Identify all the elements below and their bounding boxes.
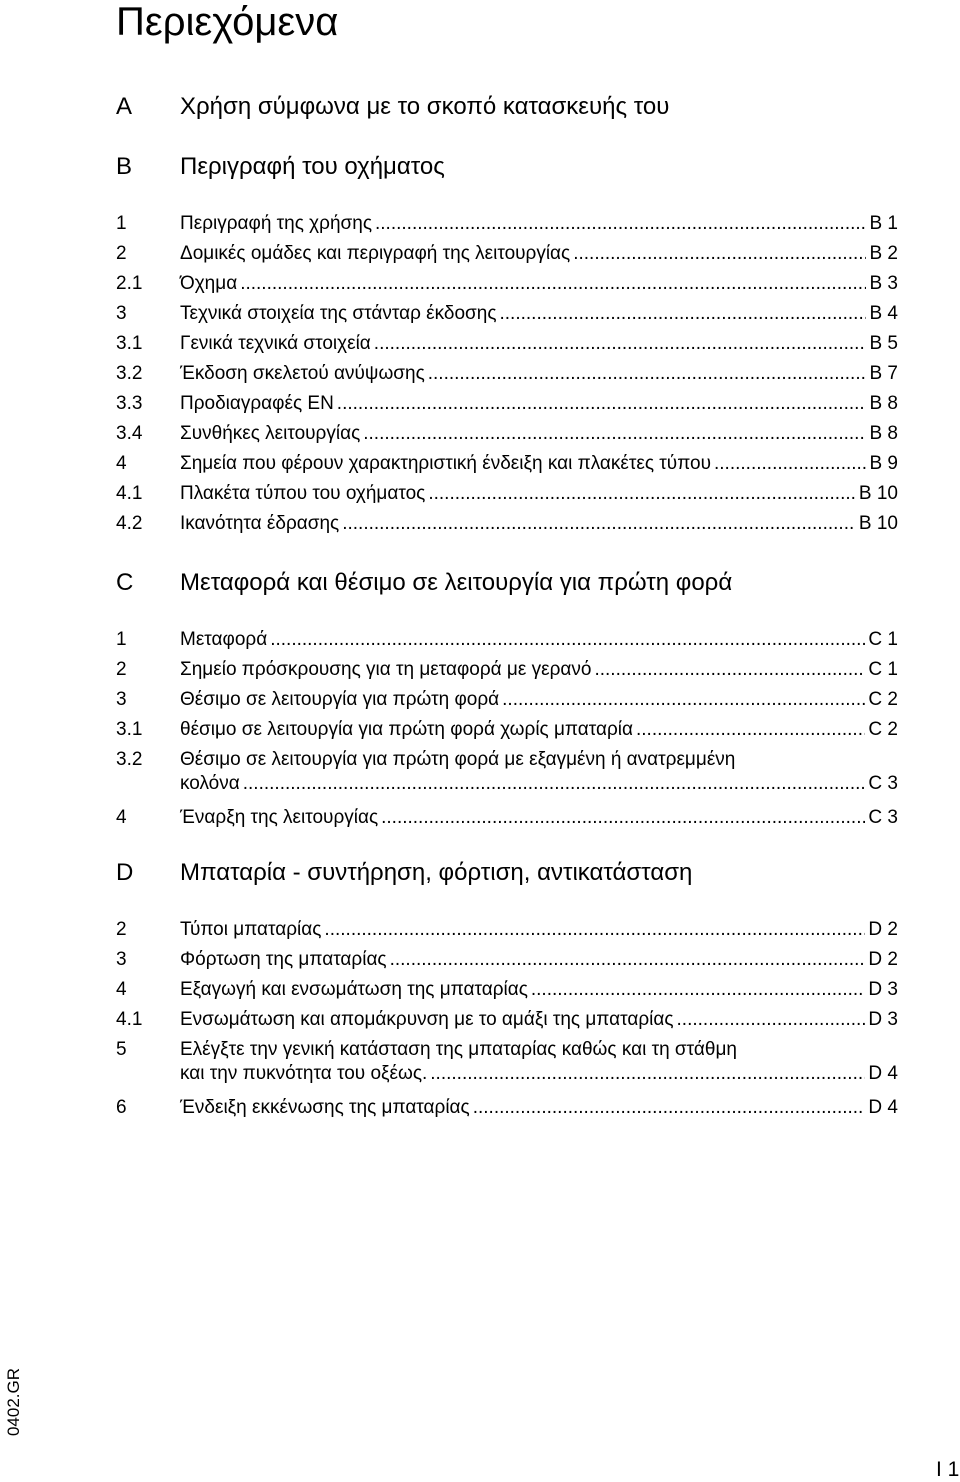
toc-entry-number: 4.1 <box>116 1009 143 1030</box>
toc-entry-text: Έκδοση σκελετού ανύψωσης <box>180 363 425 384</box>
toc-entry-text-first-line: Ελέγξτε την γενική κατάσταση της μπαταρίας καθώς και τη στάθμη <box>180 1039 737 1060</box>
toc-entry-text: Τύποι μπαταρίας <box>180 919 322 940</box>
toc-entry-number: 5 <box>116 1039 127 1060</box>
toc-entry-body <box>180 1038 898 1086</box>
toc-entry-body <box>180 482 898 506</box>
toc-entry-body <box>180 422 898 446</box>
toc-entry-line <box>180 272 898 296</box>
page-title: Περιεχόμενα <box>116 0 339 44</box>
section-title: Μεταφορά και θέσιμο σε λειτουργία για πρώτη φορά <box>180 569 733 596</box>
toc-entry-page: D 2 <box>868 919 898 940</box>
toc-entry-page: B 1 <box>869 213 898 234</box>
toc-entry-page: B 4 <box>869 303 898 324</box>
toc-entry-text: Περιγραφή της χρήσης <box>180 213 372 234</box>
toc-entry-text: Πλακέτα τύπου του οχήματος <box>180 483 426 504</box>
toc-entry-line <box>180 362 898 386</box>
toc-entry-line <box>180 512 898 536</box>
toc-entry-body <box>180 302 898 326</box>
dot-leader <box>324 918 865 942</box>
toc-entry-page: C 3 <box>868 773 898 794</box>
dot-leader <box>473 1096 866 1120</box>
toc-entry-line <box>180 332 898 356</box>
toc-entry-line <box>180 918 898 942</box>
toc-entry-page: D 3 <box>868 1009 898 1030</box>
toc-entry-page: D 4 <box>868 1063 898 1084</box>
toc-entry-line <box>180 212 898 236</box>
toc-entry-body <box>180 362 898 386</box>
section-title: Περιγραφή του οχήματος <box>180 153 445 180</box>
toc-entry-line <box>180 1008 898 1032</box>
toc-entry-body <box>180 1096 898 1120</box>
toc-entry-page: B 10 <box>858 483 898 504</box>
dot-leader <box>374 332 867 356</box>
toc-entry-body <box>180 332 898 356</box>
toc-entry-line <box>180 392 898 416</box>
dot-leader <box>363 422 866 446</box>
section-letter: B <box>116 153 133 180</box>
toc-entry-number: 2 <box>116 243 127 264</box>
toc-entry-text: Μεταφορά <box>180 629 268 650</box>
toc-entry-page: D 4 <box>868 1097 898 1118</box>
toc-entry-number: 3 <box>116 689 127 710</box>
toc-entry-text: Προδιαγραφές EN <box>180 393 334 414</box>
toc-entry-body <box>180 688 898 712</box>
toc-entry-body <box>180 628 898 652</box>
toc-entry-text: Σημείο πρόσκρουσης για τη μεταφορά με γερανό <box>180 659 592 680</box>
toc-entry-body <box>180 392 898 416</box>
toc-entry-text: Τεχνικά στοιχεία της στάνταρ έκδοσης <box>180 303 497 324</box>
dot-leader <box>375 212 866 236</box>
toc-entry-page: B 7 <box>869 363 898 384</box>
toc-entry-text: και την πυκνότητα του οξέως. <box>180 1063 428 1084</box>
toc-entry-page: C 1 <box>868 629 898 650</box>
dot-leader <box>714 452 866 476</box>
toc-entry-line <box>180 948 898 972</box>
dot-leader <box>428 362 867 386</box>
toc-entry-line <box>180 452 898 476</box>
section-letter: D <box>116 859 134 886</box>
toc-entry-line <box>180 1062 898 1086</box>
toc-entry-text: Θέσιμο σε λειτουργία για πρώτη φορά <box>180 689 500 710</box>
toc-entry-number: 2 <box>116 659 127 680</box>
toc-entry-number: 4.1 <box>116 483 143 504</box>
toc-entry-number: 6 <box>116 1097 127 1118</box>
toc-entry-text-first-line: Θέσιμο σε λειτουργία για πρώτη φορά με εξαγμένη ή ανατρεμμένη <box>180 749 736 770</box>
toc-entry-body <box>180 748 898 796</box>
section-title: Μπαταρία - συντήρηση, φόρτιση, αντικατάσταση <box>180 859 693 886</box>
toc-entry-number: 3.1 <box>116 333 143 354</box>
dot-leader <box>500 302 867 326</box>
dot-leader <box>502 688 865 712</box>
dot-leader <box>270 628 865 652</box>
toc-entry-text: κολόνα <box>180 773 240 794</box>
toc-entry-number: 4.2 <box>116 513 143 534</box>
toc-entry-text: Ικανότητα έδρασης <box>180 513 340 534</box>
toc-entry-number: 3.2 <box>116 749 143 770</box>
toc-entry-page: B 8 <box>869 393 898 414</box>
toc-entry-text: Ενσωμάτωση και απομάκρυνση με το αμάξι της μπαταρίας <box>180 1009 674 1030</box>
dot-leader <box>428 482 856 506</box>
page-number: I 1 <box>936 1458 960 1481</box>
toc-entry-text: Έναρξη της λειτουργίας <box>180 807 379 828</box>
toc-entry-page: D 2 <box>868 949 898 970</box>
dot-leader <box>531 978 866 1002</box>
table-of-contents <box>116 0 898 1200</box>
dot-leader <box>381 806 865 830</box>
toc-entry-text: Δομικές ομάδες και περιγραφή της λειτουργίας <box>180 243 571 264</box>
toc-entry-line <box>180 628 898 652</box>
toc-entry-number: 2 <box>116 919 127 940</box>
toc-entry-body <box>180 918 898 942</box>
toc-entry-body <box>180 272 898 296</box>
toc-entry-body <box>180 212 898 236</box>
toc-entry-line <box>180 242 898 266</box>
dot-leader <box>636 718 865 742</box>
toc-entry-body <box>180 658 898 682</box>
toc-entry-page: C 2 <box>868 689 898 710</box>
toc-entry-text: θέσιμο σε λειτουργία για πρώτη φορά χωρίς μπαταρία <box>180 719 633 740</box>
toc-entry-page: B 9 <box>869 453 898 474</box>
toc-entry-body <box>180 806 898 830</box>
dot-leader <box>390 948 866 972</box>
toc-entry-line <box>180 302 898 326</box>
toc-entry-page: C 3 <box>868 807 898 828</box>
toc-entry-number: 3.3 <box>116 393 143 414</box>
toc-entry-number: 4 <box>116 453 127 474</box>
toc-entry-line <box>180 978 898 1002</box>
document-number <box>0 1362 28 1442</box>
toc-entry-text: Ένδειξη εκκένωσης της μπαταρίας <box>180 1097 470 1118</box>
toc-entry-number: 1 <box>116 213 127 234</box>
document-number-text: 0402.GR <box>4 1367 23 1437</box>
toc-entry-text: Γενικά τεχνικά στοιχεία <box>180 333 371 354</box>
toc-entry-line <box>180 422 898 446</box>
toc-entry-number: 3 <box>116 303 127 324</box>
toc-entry-text: Σημεία που φέρουν χαρακτηριστική ένδειξη και πλακέτες τύπου <box>180 453 711 474</box>
toc-entry-page: C 1 <box>868 659 898 680</box>
dot-leader <box>342 512 856 536</box>
dot-leader <box>240 272 866 296</box>
toc-entry-line <box>180 658 898 682</box>
toc-entry-body <box>180 718 898 742</box>
dot-leader <box>677 1008 866 1032</box>
toc-entry-number: 4 <box>116 979 127 1000</box>
toc-entry-page: B 3 <box>869 273 898 294</box>
dot-leader <box>573 242 866 266</box>
toc-entry-text: Συνθήκες λειτουργίας <box>180 423 361 444</box>
dot-leader <box>337 392 867 416</box>
toc-entry-page: B 10 <box>858 513 898 534</box>
toc-entry-body <box>180 1008 898 1032</box>
toc-entry-text: Όχημα <box>180 273 238 294</box>
toc-entry-body <box>180 242 898 266</box>
toc-entry-page: B 2 <box>869 243 898 264</box>
toc-entry-page: B 5 <box>869 333 898 354</box>
toc-entry-number: 1 <box>116 629 127 650</box>
toc-entry-body <box>180 512 898 536</box>
section-letter: A <box>116 93 133 120</box>
toc-entry-line <box>180 482 898 506</box>
toc-entry-page: D 3 <box>868 979 898 1000</box>
dot-leader <box>594 658 865 682</box>
toc-entry-page: C 2 <box>868 719 898 740</box>
dot-leader <box>243 772 866 796</box>
section-title: Χρήση σύμφωνα με το σκοπό κατασκευής του <box>180 93 670 120</box>
toc-entry-number: 4 <box>116 807 127 828</box>
section-letter: C <box>116 569 134 596</box>
toc-entry-number: 2.1 <box>116 273 143 294</box>
toc-entry-text: Φόρτωση της μπαταρίας <box>180 949 387 970</box>
toc-entry-page: B 8 <box>869 423 898 444</box>
toc-entry-number: 3 <box>116 949 127 970</box>
toc-entry-line <box>180 718 898 742</box>
toc-entry-text: Εξαγωγή και ενσωμάτωση της μπαταρίας <box>180 979 528 1000</box>
toc-entry-line <box>180 688 898 712</box>
toc-entry-body <box>180 978 898 1002</box>
toc-entry-body <box>180 452 898 476</box>
toc-entry-number: 3.1 <box>116 719 143 740</box>
dot-leader <box>430 1062 865 1086</box>
toc-entry-number: 3.2 <box>116 363 143 384</box>
toc-entry-line <box>180 806 898 830</box>
toc-entry-body <box>180 948 898 972</box>
toc-entry-number: 3.4 <box>116 423 143 444</box>
toc-entry-line <box>180 1096 898 1120</box>
toc-entry-line <box>180 772 898 796</box>
